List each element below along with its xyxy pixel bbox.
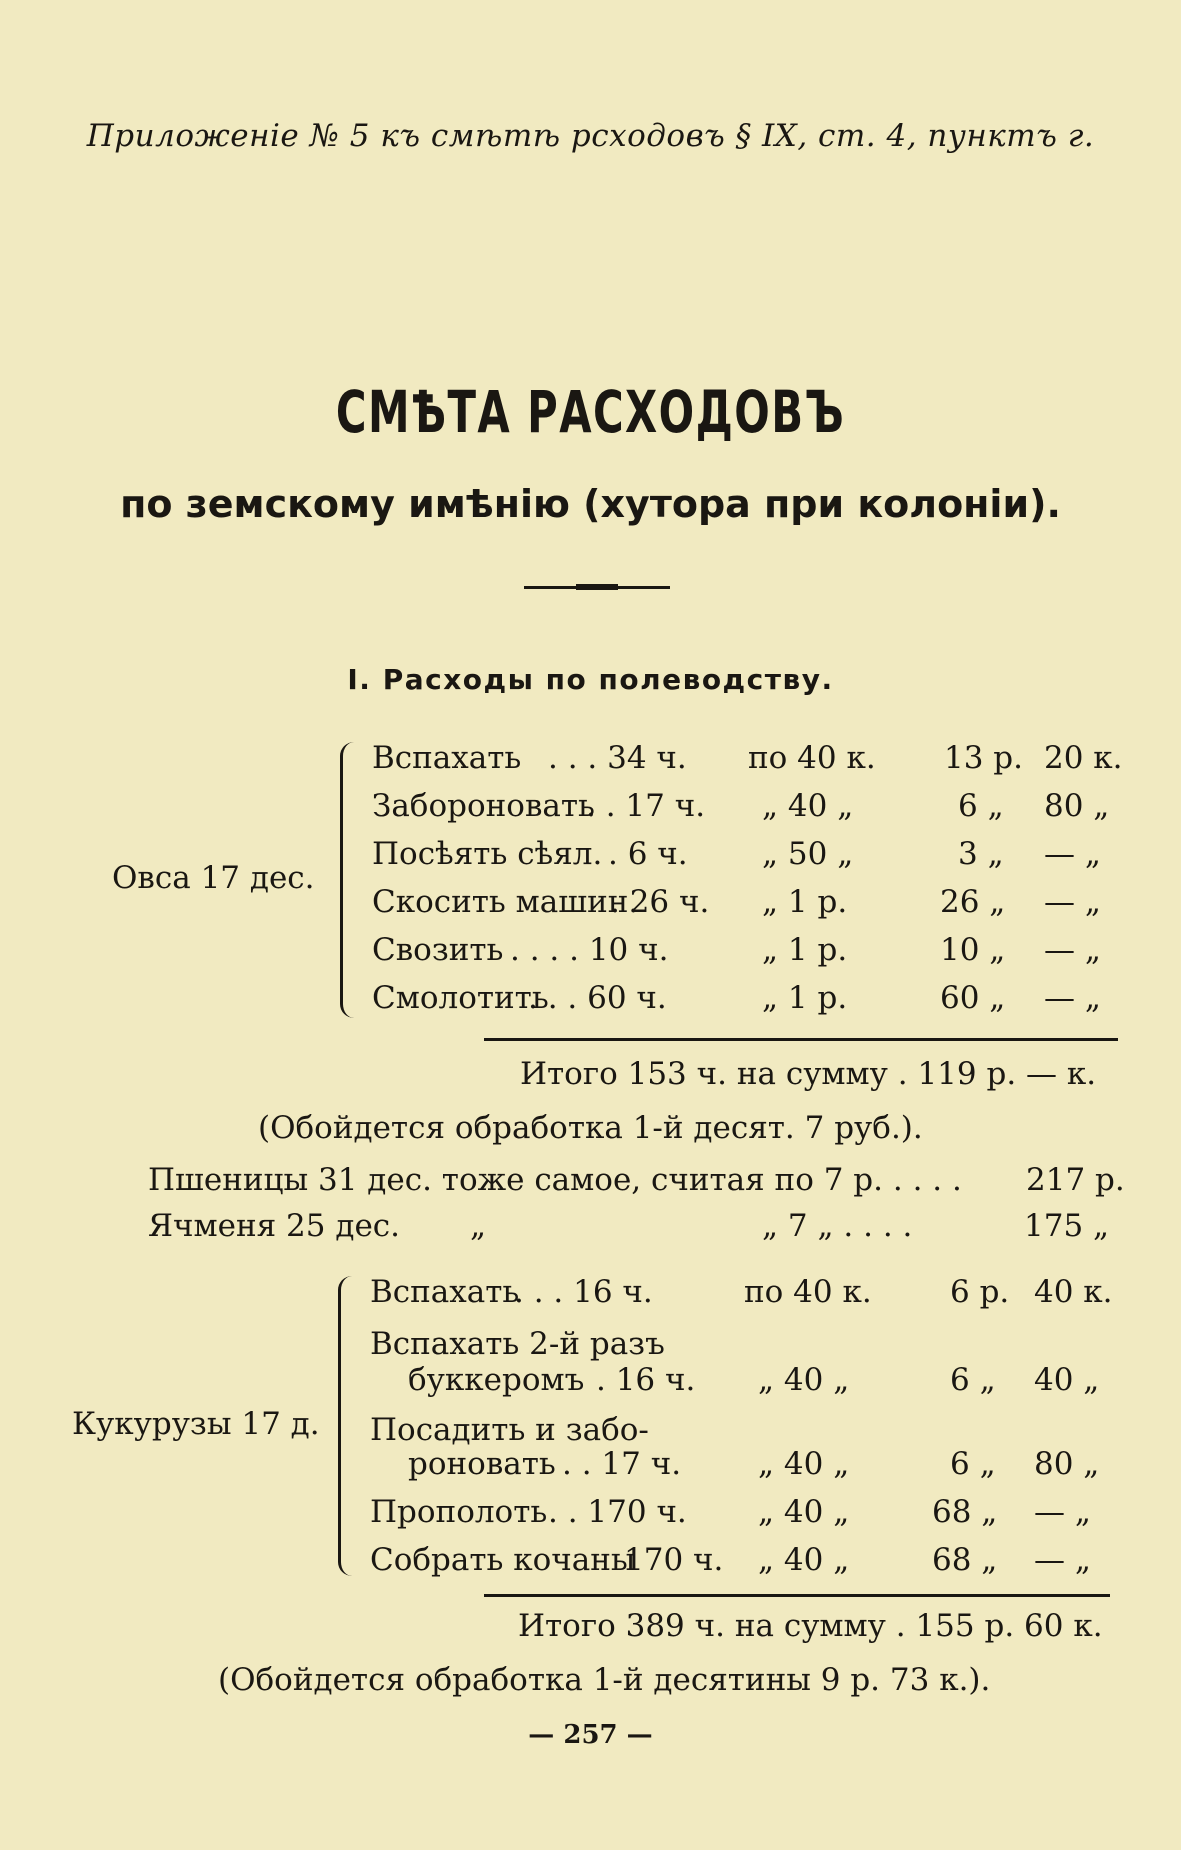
oats-brace <box>340 742 363 1018</box>
page-number: — 257 — <box>528 1720 653 1750</box>
barley-rate: „ 7 „ . . . . <box>762 1208 913 1244</box>
corn-row-2-rub: 6 „ <box>950 1362 996 1398</box>
oats-row-4-hours: . 26 ч. <box>610 884 710 920</box>
barley-label: Ячменя 25 дес. <box>148 1208 401 1244</box>
oats-total: Итого 153 ч. на сумму . 119 р. — к. <box>520 1056 1097 1092</box>
corn-row-1-task: Вспахать <box>370 1274 520 1310</box>
corn-row-2-kop: 40 „ <box>1034 1362 1100 1398</box>
oats-row-2-rub: 6 „ <box>958 788 1004 824</box>
corn-row-1-kop: 40 к. <box>1034 1274 1113 1310</box>
corn-row-3-rate: „ 40 „ <box>758 1446 850 1482</box>
oats-row-3-kop: — „ <box>1044 836 1101 872</box>
corn-row-3-rub: 6 „ <box>950 1446 996 1482</box>
oats-row-4-rub: 26 „ <box>940 884 1006 920</box>
oats-label: Овса 17 дес. <box>112 860 315 896</box>
corn-row-3-kop: 80 „ <box>1034 1446 1100 1482</box>
oats-row-4-kop: — „ <box>1044 884 1101 920</box>
corn-row-4-kop: — „ <box>1034 1494 1091 1530</box>
oats-per-desiatina-note: (Обойдется обработка 1-й десят. 7 руб.). <box>258 1110 923 1146</box>
corn-row-2-task-cont: буккеромъ <box>408 1362 585 1398</box>
barley-amount: 175 „ <box>1024 1208 1110 1244</box>
corn-row-4-hours: . . 170 ч. <box>548 1494 687 1530</box>
oats-row-6-rate: „ 1 р. <box>762 980 848 1016</box>
corn-row-2-rate: „ 40 „ <box>758 1362 850 1398</box>
corn-row-5-rub: 68 „ <box>932 1542 998 1578</box>
corn-row-4-rate: „ 40 „ <box>758 1494 850 1530</box>
oats-row-6-kop: — „ <box>1044 980 1101 1016</box>
oats-row-5-task: Свозить <box>372 932 504 968</box>
corn-row-1-rate: по 40 к. <box>744 1274 872 1310</box>
title-ornament-divider <box>524 586 670 589</box>
corn-row-3-task-cont: роновать <box>408 1446 556 1482</box>
corn-row-3-hours: . . 17 ч. <box>562 1446 682 1482</box>
corn-per-desiatina-note: (Обойдется обработка 1-й десятины 9 р. 73 к.). <box>218 1662 991 1698</box>
corn-row-5-kop: — „ <box>1034 1542 1091 1578</box>
oats-row-1-kop: 20 к. <box>1044 740 1123 776</box>
corn-total: Итого 389 ч. на сумму . 155 р. 60 к. <box>518 1608 1103 1644</box>
oats-row-1-rate: по 40 к. <box>748 740 876 776</box>
oats-row-6-task: Смолотить <box>372 980 549 1016</box>
oats-row-3-hours: . 6 ч. <box>608 836 688 872</box>
corn-row-1-rub: 6 р. <box>950 1274 1010 1310</box>
corn-row-5-hours: 170 ч. <box>624 1542 724 1578</box>
corn-brace <box>338 1276 361 1576</box>
corn-row-2-hours: . 16 ч. <box>596 1362 696 1398</box>
barley-ditto: „ <box>470 1208 487 1244</box>
oats-row-4-rate: „ 1 р. <box>762 884 848 920</box>
oats-row-2-hours: . . 17 ч. <box>586 788 706 824</box>
oats-row-2-kop: 80 „ <box>1044 788 1110 824</box>
oats-total-rule <box>484 1038 1118 1041</box>
oats-row-3-task: Посѣять сѣял. <box>372 836 603 872</box>
corn-row-2-task: Вспахать 2-й разъ <box>370 1326 665 1362</box>
oats-row-5-rub: 10 „ <box>940 932 1006 968</box>
wheat-line: Пшеницы 31 дес. тоже самое, считая по 7 р. . . . . <box>148 1162 962 1198</box>
page-subtitle: по земскому имѣнію (хутора при колоніи). <box>120 482 1061 526</box>
oats-row-3-rub: 3 „ <box>958 836 1004 872</box>
corn-row-4-rub: 68 „ <box>932 1494 998 1530</box>
oats-row-1-task: Вспахать <box>372 740 522 776</box>
oats-row-6-rub: 60 „ <box>940 980 1006 1016</box>
appendix-note: Приложенiе № 5 къ смѣтѣ рсходовъ § IX, ст. 4, пунктъ г. <box>86 118 1095 154</box>
corn-total-rule <box>484 1594 1110 1597</box>
oats-row-5-hours: . . . . 10 ч. <box>510 932 669 968</box>
oats-row-1-rub: 13 р. <box>944 740 1023 776</box>
oats-row-4-task: Скосить машин. <box>372 884 639 920</box>
oats-row-1-hours: . . . 34 ч. <box>548 740 687 776</box>
corn-row-3-task: Посадить и забо- <box>370 1412 649 1448</box>
section-heading: I. Расходы по полеводству. <box>347 663 834 696</box>
corn-row-1-hours: . . . 16 ч. <box>514 1274 653 1310</box>
page-title: СМѢТА РАСХОДОВЪ <box>335 378 846 446</box>
oats-row-6-hours: . . . 60 ч. <box>528 980 667 1016</box>
oats-row-3-rate: „ 50 „ <box>762 836 854 872</box>
wheat-amount: 217 р. <box>1026 1162 1125 1198</box>
corn-row-5-task: Собрать кочаны <box>370 1542 636 1578</box>
corn-row-4-task: Прополоть <box>370 1494 548 1530</box>
oats-row-2-task: Забороновать <box>372 788 595 824</box>
oats-row-2-rate: „ 40 „ <box>762 788 854 824</box>
corn-row-5-rate: „ 40 „ <box>758 1542 850 1578</box>
oats-row-5-kop: — „ <box>1044 932 1101 968</box>
oats-row-5-rate: „ 1 р. <box>762 932 848 968</box>
corn-label: Кукурузы 17 д. <box>72 1406 320 1442</box>
